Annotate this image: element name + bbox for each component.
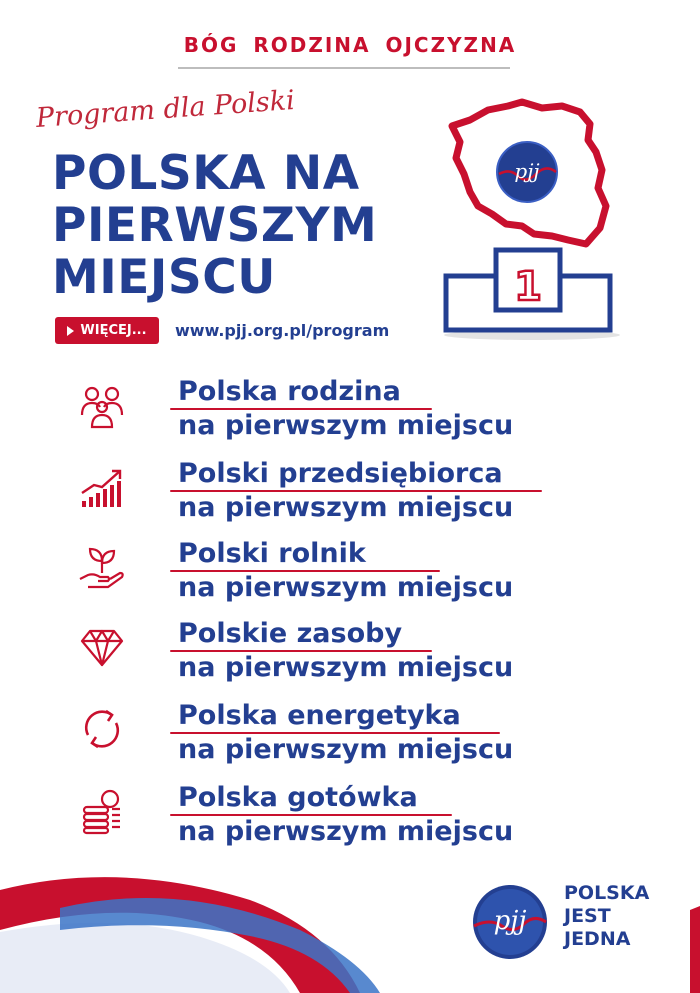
- headline: [52, 148, 377, 304]
- program-url-link[interactable]: www.pjj.org.pl/program: [175, 321, 390, 340]
- coins-icon: [78, 787, 126, 835]
- map-logo-text: pjj: [514, 159, 540, 183]
- list-item: [0, 458, 700, 538]
- poland-map-icon: [430, 88, 640, 258]
- item-title: Polskie zasoby: [178, 618, 403, 649]
- item-title: Polska gotówka: [178, 782, 418, 813]
- play-arrow-icon: [67, 326, 74, 336]
- plant-hand-icon: [78, 543, 126, 591]
- recycle-arrows-icon: [78, 705, 126, 753]
- family-icon: [78, 381, 126, 429]
- item-title: Polski przedsiębiorca: [178, 458, 503, 489]
- item-subtitle: na pierwszym miejscu: [178, 492, 514, 523]
- headline-line-2: PIERWSZYM: [52, 198, 378, 253]
- item-title: Polski rolnik: [178, 538, 366, 569]
- headline-line-3: MIEJSCU: [52, 250, 276, 305]
- item-subtitle: na pierwszym miejscu: [178, 410, 514, 441]
- more-button-label: WIĘCEJ...: [80, 323, 147, 338]
- motto-divider: [178, 67, 510, 69]
- podium-icon: [440, 240, 620, 340]
- growth-chart-icon: [78, 463, 126, 511]
- logo-circle-text: pjj: [493, 906, 527, 936]
- motto-text: BÓG RODZINA OJCZYZNA: [183, 33, 517, 57]
- more-button[interactable]: [55, 317, 159, 344]
- diamond-icon: [78, 623, 126, 671]
- logo-line-2: JEST: [564, 905, 611, 927]
- list-item: [0, 538, 700, 618]
- headline-line-1: POLSKA NA: [52, 146, 360, 201]
- list-item: [0, 376, 700, 456]
- item-subtitle: na pierwszym miejscu: [178, 816, 514, 847]
- item-subtitle: na pierwszym miejscu: [178, 572, 514, 603]
- logo-wordmark: [564, 882, 649, 951]
- item-subtitle: na pierwszym miejscu: [178, 652, 514, 683]
- item-subtitle: na pierwszym miejscu: [178, 734, 514, 765]
- item-title: Polska rodzina: [178, 376, 401, 407]
- list-item: [0, 618, 700, 698]
- program-script-title: Program dla Polski: [34, 84, 296, 134]
- pjj-logo-icon: [472, 884, 548, 960]
- item-title: Polska energetyka: [178, 700, 461, 731]
- logo-line-3: JEDNA: [564, 928, 631, 950]
- podium-number: 1: [514, 264, 542, 310]
- logo-line-1: POLSKA: [564, 882, 650, 904]
- list-item: [0, 700, 700, 780]
